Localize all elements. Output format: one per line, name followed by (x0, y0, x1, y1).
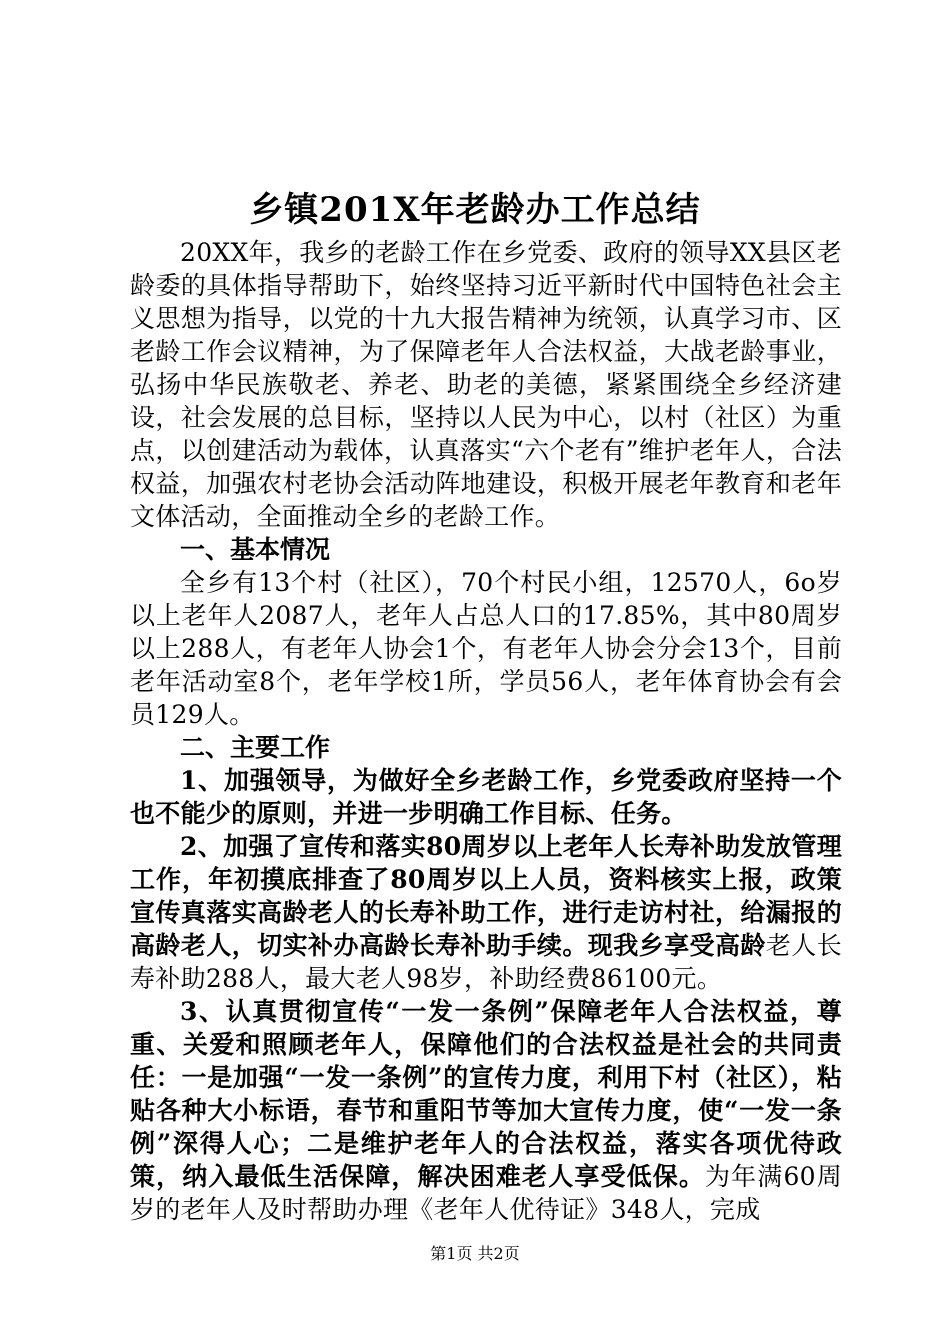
section-heading-basic-situation: 一、基本情况 (180, 535, 331, 564)
main-work-item-2 (130, 830, 842, 995)
main-work-item-2-bold-text: 2、加强了宣传和落实80周岁以上老年人长寿补助发放管理工作，年初摸底排查了80周岁以上人员，资料核实上报，政策宣传真落实高龄老人的长寿补助工作，进行走访村社，给漏报的高龄老人，切实补办高龄长寿补助手续。现我乡享受高龄 (130, 832, 842, 960)
document-body (130, 236, 842, 1226)
basic-situation-paragraph: 全乡有13个村（社区），70个村民小组，12570人，6o岁以上老年人2087人，老年人占总人口的17.85%，其中80周岁以上288人，有老年人协会1个，有老年人协会分会13个，目前老年活动室8个，老年学校1所，学员56人，老年体育协会有会员129人。 (130, 568, 842, 729)
document-title: 乡镇201X年老龄办工作总结 (249, 190, 701, 230)
page-footer: 第1页 共2页 (430, 1244, 520, 1263)
main-work-item-3 (130, 995, 842, 1226)
main-work-item-2-regular-text: 老人长寿补助288人，最大老人98岁，补助经费86100元。 (130, 931, 842, 993)
main-work-item-3-regular-text: 为年满60周岁的老年人及时帮助办理《老年人优待证》348人，完成 (130, 1162, 842, 1224)
main-work-item-1: 1、加强领导，为做好全乡老龄工作，乡党委政府坚持一个也不能少的原则，并进一步明确工作目标、任务。 (130, 766, 842, 828)
section-heading-main-work: 二、主要工作 (180, 733, 331, 762)
main-work-item-3-bold-text: 3、认真贯彻宣传“一发一条例”保障老年人合法权益，尊重、关爱和照顾老年人，保障他们的合法权益是社会的共同责任：一是加强“一发一条例”的宣传力度，利用下村（社区），粘贴各种大小标语，春节和重阳节等加大宣传力度，使“一发一条例”深得人心；二是维护老年人的合法权益，落实各项优待政策，纳入最低生活保障，解决困难老人享受低保。 (130, 997, 842, 1191)
intro-paragraph: 20XX年，我乡的老龄工作在乡党委、政府的领导XX县区老龄委的具体指导帮助下，始终坚持习近平新时代中国特色社会主义思想为指导，以党的十九大报告精神为统领，认真学习市、区老龄工作会议精神，为了保障老年人合法权益，大战老龄事业，弘扬中华民族敬老、养老、助老的美德，紧紧围绕全乡经济建设，社会发展的总目标，坚持以人民为中心，以村（社区）为重点，以创建活动为载体，认真落实“六个老有”维护老年人，合法权益，加强农村老协会活动阵地建设，积极开展老年教育和老年文体活动，全面推动全乡的老龄工作。 (130, 238, 842, 531)
